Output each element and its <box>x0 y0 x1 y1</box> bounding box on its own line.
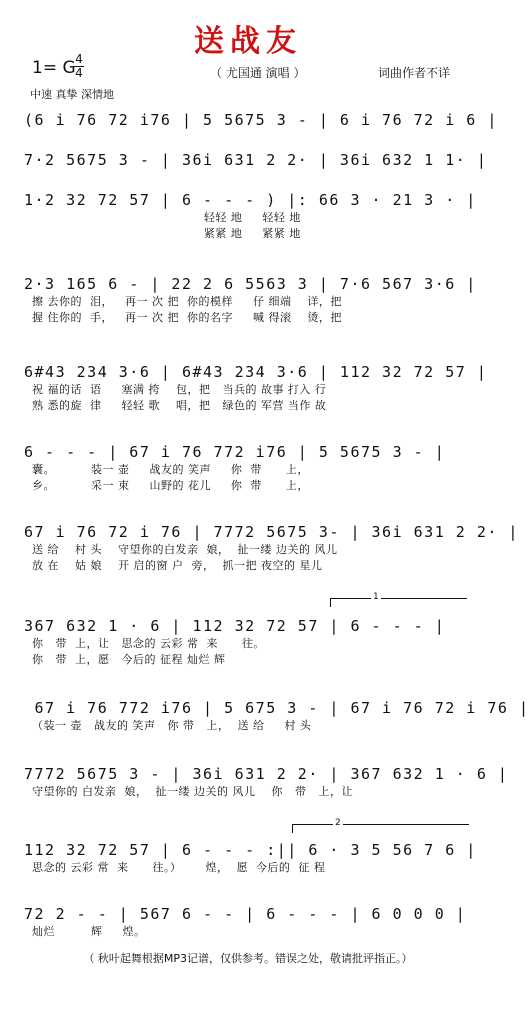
lyric-line: 乡。 采一 束 山野的 花儿 你 带 上， <box>32 479 309 492</box>
lyric-line: 你 带 上，让 思念的 云彩 常 来 往。 <box>32 637 265 650</box>
second-ending-number: 2 <box>335 818 341 828</box>
notation-line: 6 - - - | 67 i 76 772 i76 | 5 5675 3 - | <box>24 443 446 461</box>
score-row <box>24 616 472 668</box>
lyric-line: 灿烂 辉 煌。 <box>32 925 146 938</box>
lyric-line: 祝 福的话 语 塞满 挎 包，把 当兵的 故事 打入 行 <box>32 383 327 396</box>
lyric-line: 紧紧 地 紧紧 地 <box>32 227 301 240</box>
lyric-line: 擦 去你的 泪， 再一 次 把 你的模样 仔 细端 详，把 <box>32 295 342 308</box>
time-bottom: 4 <box>75 66 83 80</box>
lyric-line: 握 住你的 手， 再一 次 把 你的名字 喊 得滚 烫，把 <box>32 311 342 324</box>
author-credit: 词曲作者不详 <box>378 66 451 80</box>
key-signature: 1= G <box>32 58 76 78</box>
score-row <box>24 190 477 242</box>
lyric-line: 轻轻 地 轻轻 地 <box>32 211 301 224</box>
notation-line: 6#43 234 3·6 | 6#43 234 3·6 | 112 32 72 57 | <box>24 363 488 381</box>
notation-line: 67 i 76 772 i76 | 5 675 3 - | 67 i 76 72 i 76 | <box>24 699 529 717</box>
second-ending-bracket <box>292 818 469 833</box>
first-ending-number: 1 <box>373 592 379 602</box>
score-row <box>24 840 477 876</box>
lyric-line: 熟 悉的旋 律 轻轻 歌 唱，把 绿色的 军营 当作 故 <box>32 399 327 412</box>
lyric-line: （装一 壶 战友的 笑声 你 带 上， 送 给 村 头 <box>32 719 312 732</box>
notation-line: 7772 5675 3 - | 36i 631 2 2· | 367 632 1 · 6 | <box>24 765 509 783</box>
score-row <box>24 904 472 940</box>
score-row <box>24 110 498 130</box>
lyric-line: 放 在 姑 娘 开 启的窗 户 旁， 抓一把 夜空的 星儿 <box>32 559 323 572</box>
notation-line: 367 632 1 · 6 | 112 32 72 57 | 6 - - - | <box>24 617 446 635</box>
lyric-line: 你 带 上，愿 今后的 征程 灿烂 辉 <box>32 653 226 666</box>
score-row <box>24 764 509 800</box>
notation-line: 2·3 165 6 - | 22 2 6 5563 3 | 7·6 567 3·6 | <box>24 275 477 293</box>
notation-line: (6 i 76 72 i76 | 5 5675 3 - | 6 i 76 72 i 6 | <box>24 111 498 129</box>
score-row <box>24 442 472 494</box>
lyric-line: 囊。 装一 壶 战友的 笑声 你 带 上， <box>32 463 309 476</box>
notation-line: 72 2 - - | 567 6 - - | 6 - - - | 6 0 0 0 | <box>24 905 467 923</box>
tempo-marking: 中速 真挚 深情地 <box>30 88 114 101</box>
transcription-note: （ 秋叶起舞根据MP3记谱，仅供参考。错误之处，敬请批评指正。） <box>83 952 413 965</box>
lyric-line: 送 给 村 头 守望你的白发亲 娘， 扯一缕 边关的 风儿 <box>32 543 338 556</box>
notation-line: 1·2 32 72 57 | 6 - - - ) |: 66 3 · 21 3 · | <box>24 191 477 209</box>
score-row <box>24 698 529 734</box>
score-row <box>24 522 519 574</box>
notation-line: 112 32 72 57 | 6 - - - :|| 6 · 3 5 56 7 6 | <box>24 841 477 859</box>
notation-line: 67 i 76 72 i 76 | 7772 5675 3- | 36i 631 2 2· | <box>24 523 519 541</box>
song-title: 送战友 <box>194 24 302 59</box>
time-top: 4 <box>75 52 83 66</box>
score-row <box>24 274 477 326</box>
lyric-line: 思念的 云彩 常 来 往。） 煌， 愿 今后的 征 程 <box>32 861 326 874</box>
score-row <box>24 150 488 170</box>
score-row <box>24 362 488 414</box>
time-signature <box>74 54 84 79</box>
singer-credit: （ 尤国通 演唱 ） <box>210 66 306 80</box>
lyric-line: 守望你的 白发亲 娘， 扯一缕 边关的 风儿 你 带 上，让 <box>32 785 353 798</box>
first-ending-bracket <box>330 592 467 607</box>
notation-line: 7·2 5675 3 - | 36i 631 2 2· | 36i 632 1 1· | <box>24 151 488 169</box>
